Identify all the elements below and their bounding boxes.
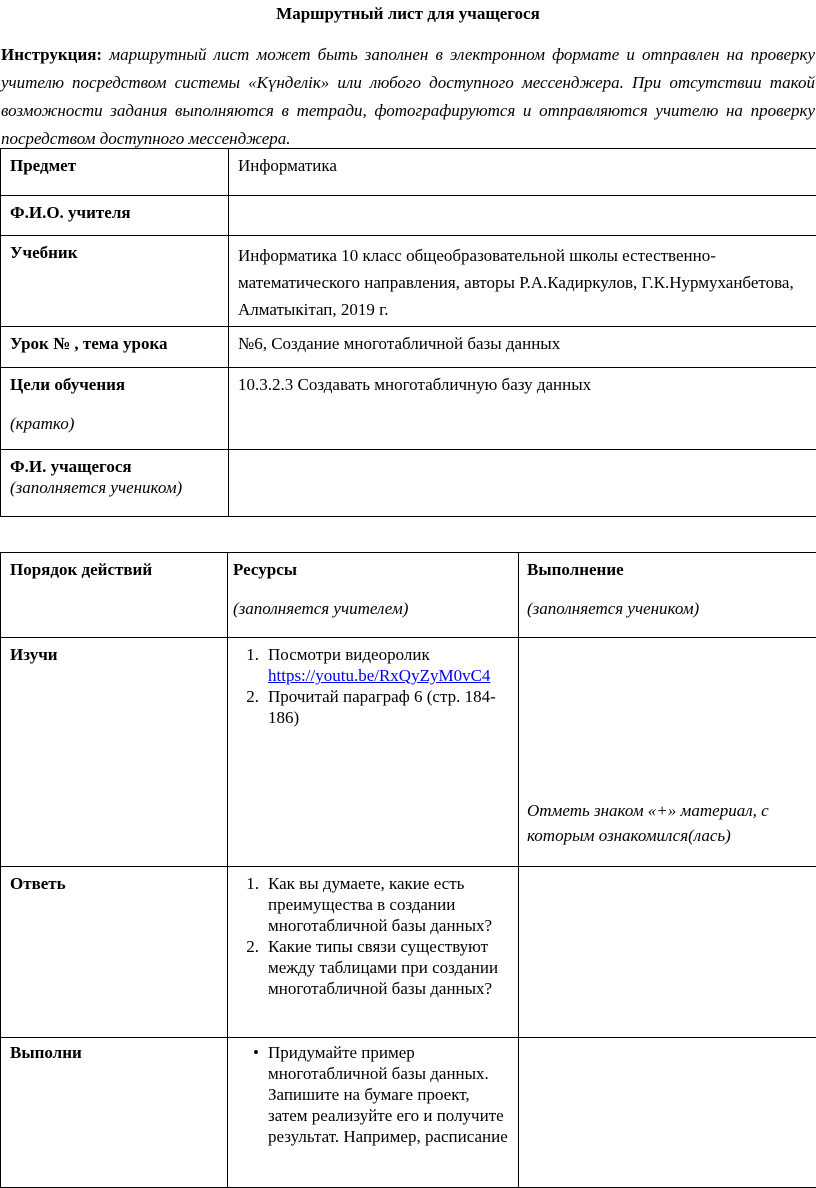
list-item: 1. Как вы думаете, какие есть преимущества в создании многотабличной базы данных?	[232, 873, 508, 936]
lesson-value: №6, Создание многотабличной базы данных	[238, 334, 560, 353]
goals-sub: (кратко)	[10, 413, 220, 434]
table-row	[1, 638, 816, 867]
document-title: Маршрутный лист для учащегося	[0, 3, 816, 24]
resources-header: Ресурсы	[233, 559, 510, 580]
list-item	[232, 1042, 510, 1147]
teacher-value	[229, 196, 816, 236]
do-input-cell[interactable]	[519, 1038, 816, 1188]
list-item: 2. Прочитай параграф 6 (стр. 184-186)	[232, 686, 516, 728]
study-label: Изучи	[10, 645, 58, 664]
study-note: Отметь знаком «+» материал, с которым ознакомился(лась)	[527, 798, 807, 848]
answer-label: Ответь	[10, 874, 66, 893]
answer-input-cell[interactable]	[519, 867, 816, 1038]
video-link[interactable]: https://youtu.be/RxQyZyM0vC4	[268, 666, 490, 685]
task-text: Придумайте пример многотабличной базы данных. Запишите на бумаге проект, затем реализуйте его и получите результат. Например, расписание	[268, 1042, 510, 1147]
goals-value: 10.3.2.3 Создавать многотабличную базу данных	[238, 375, 591, 394]
table-row	[1, 196, 816, 236]
order-header: Порядок действий	[10, 560, 152, 579]
read-paragraph-text: Прочитай параграф 6 (стр. 184-186)	[268, 686, 516, 728]
subject-label: Предмет	[10, 156, 76, 175]
table-row	[1, 327, 816, 368]
resources-sub: (заполняется учителем)	[233, 598, 510, 619]
table-row	[1, 867, 816, 1038]
instruction-paragraph	[1, 41, 815, 153]
plan-table	[0, 552, 816, 1188]
instruction-label: Инструкция:	[1, 45, 102, 64]
student-sub: (заполняется учеником)	[10, 477, 220, 498]
table-row	[1, 450, 816, 517]
teacher-label: Ф.И.О. учителя	[10, 203, 131, 222]
question-1: Как вы думаете, какие есть преимущества в создании многотабличной базы данных?	[268, 873, 508, 936]
table-row	[1, 553, 816, 638]
list-item: 2. Какие типы связи существуют между таблицами при создании многотабличной базы данных?	[232, 936, 508, 999]
list-item: 1. Посмотри видеоролик https://youtu.be/RxQyZyM0vC4	[232, 644, 516, 686]
student-label: Ф.И. учащегося	[10, 456, 220, 477]
student-value	[229, 450, 816, 517]
do-label: Выполни	[10, 1043, 82, 1062]
execution-header: Выполнение	[527, 559, 809, 580]
textbook-label: Учебник	[10, 243, 78, 262]
goals-label: Цели обучения	[10, 374, 220, 395]
textbook-value: Информатика 10 класс общеобразовательной школы естественно-математического направления, авторы Р.А.Кадиркулов, Г.К.Нурмуханбетова, Алматыкітап, 2019 г.	[238, 246, 794, 319]
subject-value: Информатика	[238, 156, 337, 175]
instruction-text: маршрутный лист может быть заполнен в электронном формате и отправлен на проверку учителю посредством системы «Күнделік» или любого доступного мессенджера. При отсутствии такой возможности задания выполняются в тетради, фотографируются и отправляются учителю на проверку посредством доступного мессенджера.	[1, 45, 815, 148]
table-row	[1, 1038, 816, 1188]
question-2: Какие типы связи существуют между таблицами при создании многотабличной базы данных?	[268, 936, 508, 999]
info-table	[0, 148, 816, 517]
table-row	[1, 368, 816, 450]
watch-video-text: Посмотри видеоролик	[268, 645, 430, 664]
execution-sub: (заполняется учеником)	[527, 598, 809, 619]
lesson-label: Урок № , тема урока	[10, 334, 168, 353]
bullet-icon: •	[232, 1042, 268, 1147]
table-row	[1, 149, 816, 196]
table-row	[1, 236, 816, 327]
